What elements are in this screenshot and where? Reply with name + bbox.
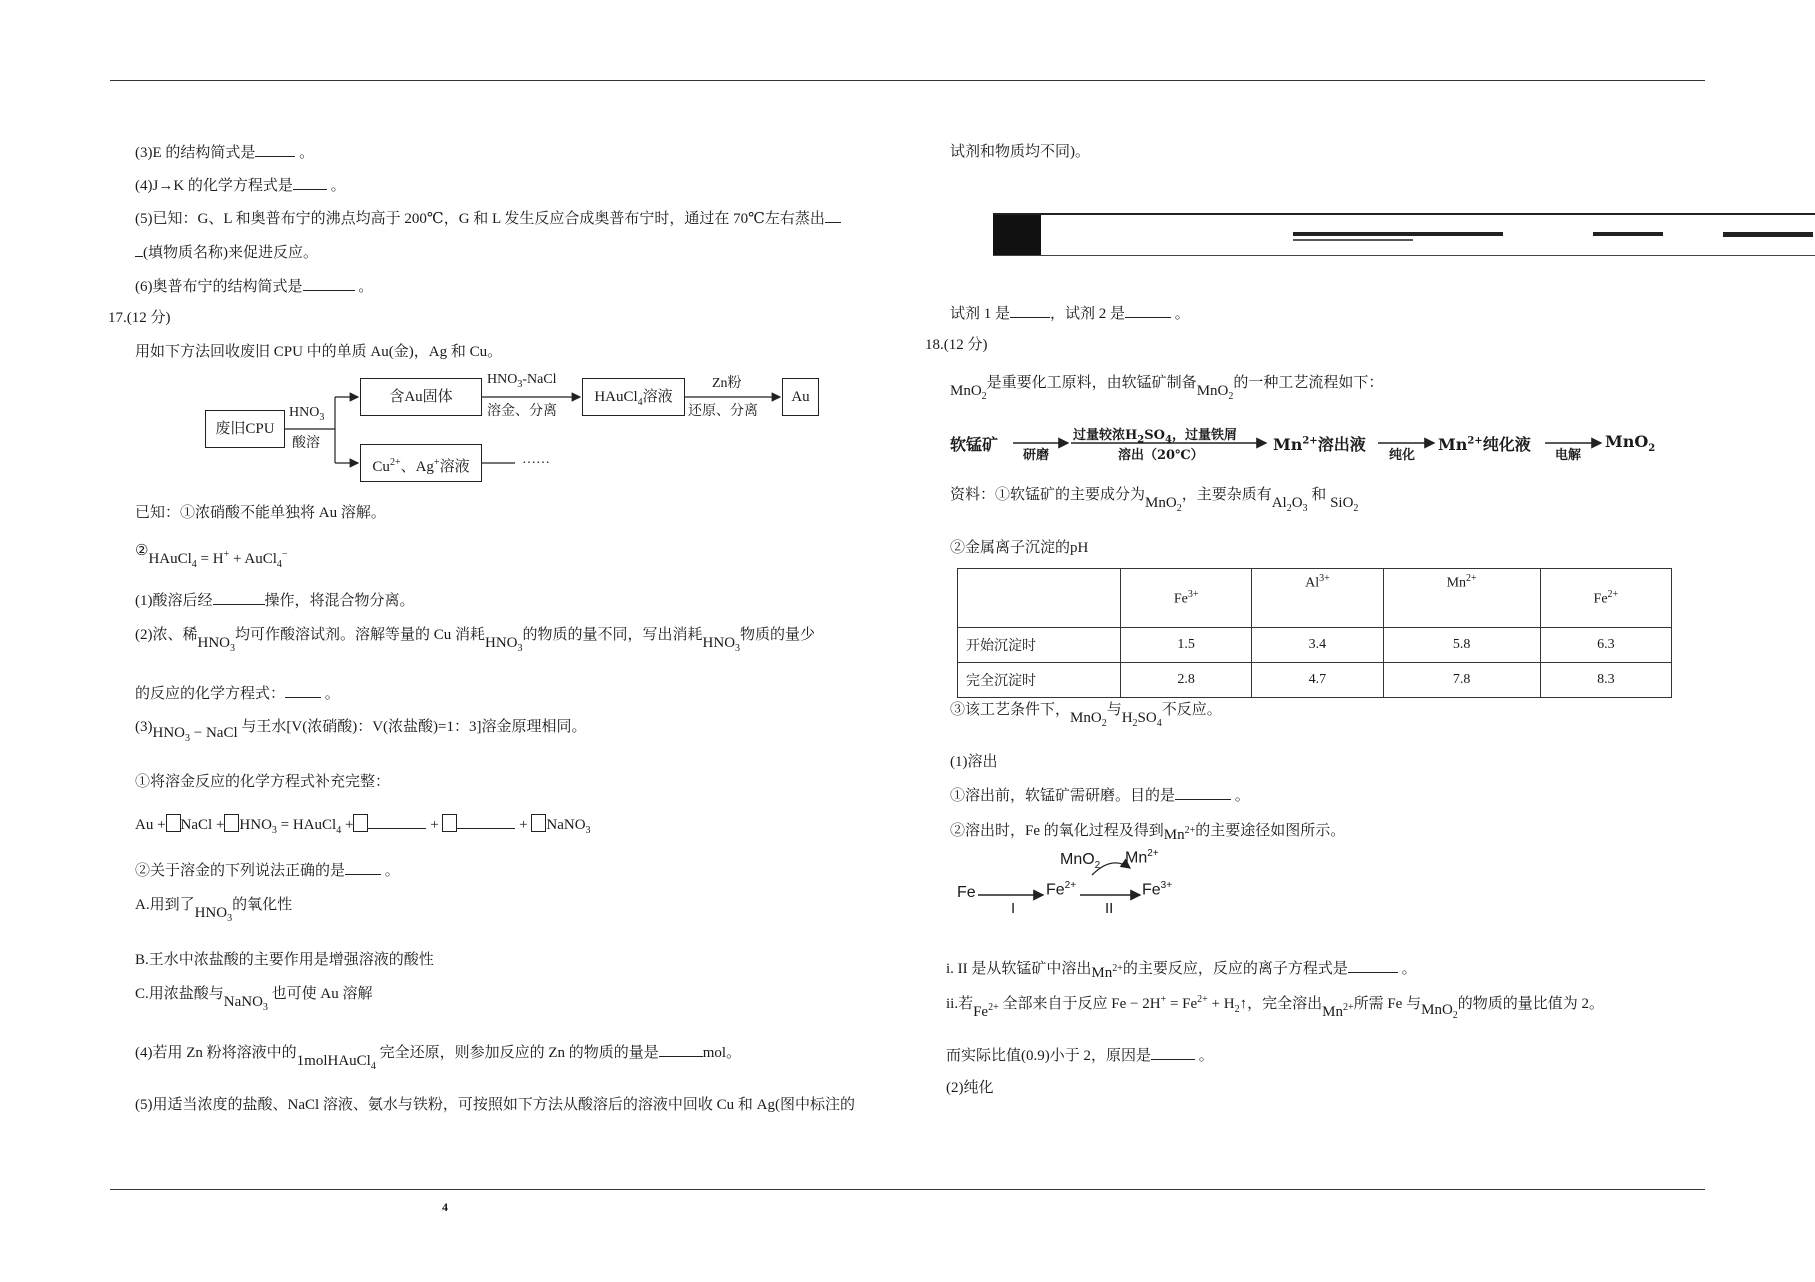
known-2: ②HAuCl$_4$ = H+ + AuCl$_4$− xyxy=(135,543,288,570)
q17-3-2: ②关于溶金的下列说法正确的是 。 xyxy=(135,860,400,881)
diag-fe2: $Fe^{2+}$ xyxy=(1046,880,1077,899)
info-1: 资料：①软锰矿的主要成分为MnO$_2$，主要杂质有$Al_2O_3$ 和 SiO$_2$ xyxy=(950,487,1359,514)
table-header-cell: $Mn^{2+}$ xyxy=(1383,569,1540,628)
continuation: 试剂和物质均不同)。 xyxy=(950,144,1090,160)
table-cell: 开始沉淀时 xyxy=(958,628,1121,663)
q17-2: (2)浓、稀$HNO_3$均可作酸溶试剂。溶解等量的 Cu 消耗$HNO_3$的物质的量不同，写出消耗$HNO_3$物质的量少 xyxy=(135,627,816,654)
diag-fe: Fe xyxy=(957,884,976,901)
section-2: (2)纯化 xyxy=(946,1080,994,1096)
q17-4: (4)若用 Zn 粉将溶液中的1molHAuCl$_4$ 完全还原，则参加反应的 Zn 的物质的量是 mol。 xyxy=(135,1042,741,1069)
table-cell: 完全沉淀时 xyxy=(958,663,1121,698)
q16-5b: (填物质名称)来促进反应。 xyxy=(135,242,318,263)
flow-leach-cond: 过量较浓$H_2SO_4$，过量铁屑 xyxy=(1073,428,1237,446)
q17-heading: 17.(12 分) xyxy=(108,310,171,326)
section-1: (1)溶出 xyxy=(950,754,998,770)
option-c: C.用浓盐酸与NaNO$_3$ 也可使 Au 溶解 xyxy=(135,986,373,1013)
q16-3: (3)E 的结构简式是 。 xyxy=(135,142,314,163)
flow-box-solid: 含Au固体 xyxy=(360,378,482,416)
q16-4: (4)J→K 的化学方程式是 。 xyxy=(135,175,346,196)
flow-purify: 纯化 xyxy=(1389,448,1416,463)
flow-box-au: Au xyxy=(782,378,819,416)
flow-box-cpu: 废旧CPU xyxy=(205,410,285,448)
table-header-cell: $Fe^{3+}$ xyxy=(1121,569,1252,628)
sub-ii: ii.若$Fe^{2+}$ 全部来自于反应 $Fe - 2H^+ = Fe^{2+}$ + $H_2↑$，完全溶出$Mn^{2+}$所需 Fe 与MnO$_2$的物质的量比值为 2。 xyxy=(946,994,1605,1021)
option-b: B.王水中浓盐酸的主要作用是增强溶液的酸性 xyxy=(135,952,434,968)
flow-label-zn: Zn粉 xyxy=(712,376,742,391)
diag-mno2: MnO$_2$ xyxy=(1060,851,1101,872)
sub-i: i. II 是从软锰矿中溶出$Mn^{2+}$的主要反应，反应的离子方程式是 。 xyxy=(946,955,1417,979)
section-1-2: ②溶出时，Fe 的氧化过程及得到$Mn^{2+}$的主要途径如图所示。 xyxy=(950,823,1346,843)
q17-3: $(3)HNO_3$ − NaCl 与王水[V(浓硝酸)：V(浓盐酸)=1：3]溶金原理相同。 xyxy=(135,719,587,744)
dissolve-equation: Au + NaCl + $HNO_3$ = HAuCl$_4$ + + + NaNO$_3$ xyxy=(135,814,591,841)
flow-box-haucl4: HAuCl$_4$溶液 xyxy=(582,378,685,416)
flow-leach-temp: 溶出（20℃） xyxy=(1118,448,1204,463)
diag-fe3: $Fe^{3+}$ xyxy=(1142,880,1173,899)
q17-5: (5)用适当浓度的盐酸、NaCl 溶液、氨水与铁粉，可按照如下方法从酸溶后的溶液中回收 Cu 和 Ag(图中标注的 xyxy=(135,1097,855,1113)
known-1: 已知：①浓硝酸不能单独将 Au 溶解。 xyxy=(135,505,386,521)
table-cell: 4.7 xyxy=(1252,663,1383,698)
table-cell: 3.4 xyxy=(1252,628,1383,663)
flow-ellipsis: …… xyxy=(522,452,550,467)
table-cell: 7.8 xyxy=(1383,663,1540,698)
flow-ore: 软锰矿 xyxy=(950,435,999,454)
table-header-cell: $Fe^{2+}$ xyxy=(1540,569,1671,628)
table-cell: 8.3 xyxy=(1540,663,1671,698)
flow-label-acid: 酸溶 xyxy=(292,436,320,451)
diag-step-i: I xyxy=(1011,900,1016,917)
flow-grind: 研磨 xyxy=(1023,448,1050,463)
flow-leachate: $Mn^{2+}$溶出液 xyxy=(1273,435,1366,454)
flow-elec: 电解 xyxy=(1555,448,1582,463)
diag-step-ii: II xyxy=(1105,900,1114,917)
reagents: 试剂 1 是 ，试剂 2 是 。 xyxy=(950,303,1190,324)
table-cell: 2.8 xyxy=(1121,663,1252,698)
flow-label-hno3-nacl: $HNO_3$-NaCl xyxy=(487,372,557,390)
flow-label-reduce: 还原、分离 xyxy=(688,404,758,419)
table-cell: 1.5 xyxy=(1121,628,1252,663)
flow-pure: $Mn^{2+}$纯化液 xyxy=(1438,435,1531,454)
table-cell: 6.3 xyxy=(1540,628,1671,663)
q16-6: (6)奥普布宁的结构简式是 。 xyxy=(135,276,373,297)
flow-label-hno3: $HNO_3$ xyxy=(289,405,325,423)
flow-label-dissolve: 溶金、分离 xyxy=(487,404,557,419)
q18-intro: MnO$_2$是重要化工原料，由软锰矿制备MnO$_2$的一种工艺流程如下： xyxy=(950,375,1384,402)
info-2: ②金属离子沉淀的pH xyxy=(950,540,1089,556)
diag-mn2: $Mn^{2+}$ xyxy=(1125,848,1159,867)
info-3: ③该工艺条件下，MnO$_2$与$H_2SO_4$不反应。 xyxy=(950,702,1222,729)
flow-product: MnO$_2$ xyxy=(1605,432,1656,455)
q18-heading: 18.(12 分) xyxy=(925,337,988,353)
q17-2b: 的反应的化学方程式： 。 xyxy=(135,683,340,704)
q17-1: (1)酸溶后经 操作，将混合物分离。 xyxy=(135,590,415,611)
table-header-cell: $Al^{3+}$ xyxy=(1252,569,1383,628)
option-a: A.用到了$HNO_3$的氧化性 xyxy=(135,897,293,924)
sub-iii: 而实际比值(0.9)小于 2，原因是 。 xyxy=(946,1045,1214,1066)
footer-rule xyxy=(110,1189,1705,1190)
section-1-1: ①溶出前，软锰矿需研磨。目的是 。 xyxy=(950,785,1250,806)
page-number: 4 xyxy=(442,1200,448,1214)
q17-3-1: ①将溶金反应的化学方程式补充完整： xyxy=(135,774,391,790)
q17-intro: 用如下方法回收废旧 CPU 中的单质 Au(金)，Ag 和 Cu。 xyxy=(135,344,503,360)
flow-box-solution: $Cu^{2+}$、Ag+溶液 xyxy=(360,444,482,482)
q16-5: (5)已知：G、L 和奥普布宁的沸点均高于 200℃，G 和 L 发生反应合成奥普布宁时，通过在 70℃左右蒸出 xyxy=(135,208,841,229)
table-cell: 5.8 xyxy=(1383,628,1540,663)
